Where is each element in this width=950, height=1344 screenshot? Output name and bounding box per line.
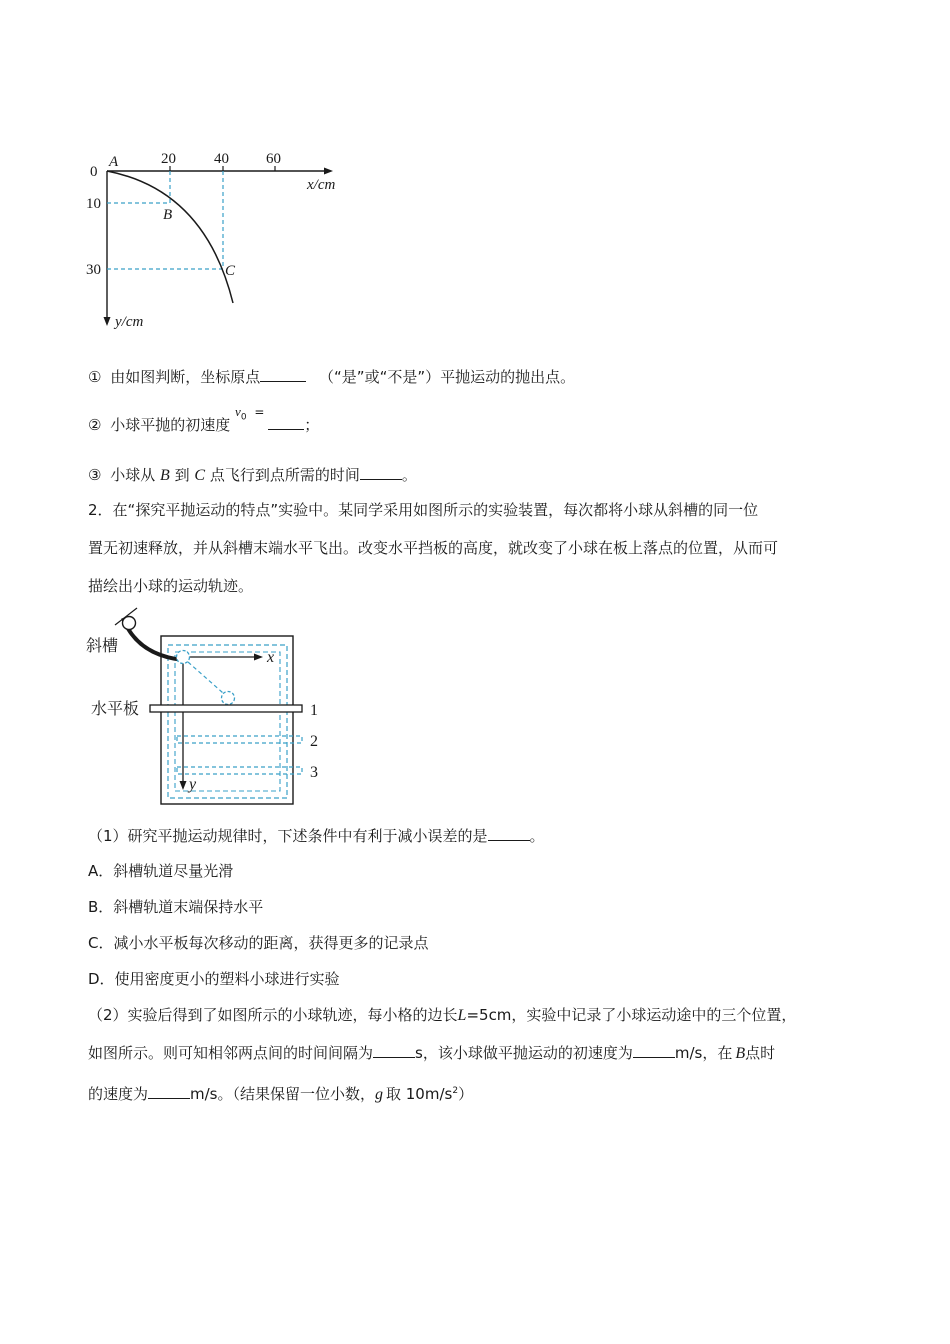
sub-question-2-line-3 [88, 1081, 473, 1105]
sub2-l3-g: g [375, 1086, 383, 1103]
q3-text-d: 。 [401, 466, 417, 484]
point-c-label: C [225, 263, 236, 279]
point-a-label: A [109, 154, 119, 170]
sub2-l3b: m/s。（结果保留一位小数， [190, 1085, 375, 1103]
q2-eq: = [254, 405, 265, 419]
sub2-l2d: 点时 [745, 1044, 776, 1062]
option-a: A．斜槽轨道尽量光滑 [88, 862, 234, 880]
sub2-l1b: =5cm，实验中记录了小球运动途中的三个位置， [466, 1006, 797, 1024]
x-axis-label: x/cm [307, 177, 336, 193]
q3-answer-blank[interactable] [360, 465, 402, 480]
sub2-l3d: ） [458, 1085, 474, 1103]
horizontal-board-2 [177, 736, 302, 743]
sub2-l3a: 的速度为 [88, 1085, 149, 1103]
q2-v: v [235, 404, 241, 419]
level-label-1: 1 [310, 702, 318, 719]
q2-answer-blank[interactable] [268, 415, 304, 430]
q3-text-c: 点飞行到点所需的时间 [209, 466, 360, 484]
y-tick-label-10: 10 [86, 196, 101, 212]
sub2-l3-sup: 2 [452, 1086, 459, 1096]
horizontal-board-3 [177, 767, 302, 774]
question-1 [88, 367, 575, 387]
sub1-end: 。 [529, 827, 545, 845]
y-arrow-apparatus [180, 781, 187, 790]
origin-label: 0 [90, 164, 98, 180]
sub2-l2a: 如图所示。则可知相邻两点间的时间间隔为 [88, 1044, 374, 1062]
x-tick-label-60: 60 [266, 151, 281, 167]
sub2-l2b: s，该小球做平抛运动的初速度为 [415, 1044, 633, 1062]
apparatus-diagram [85, 605, 335, 805]
x-tick-label-40: 40 [214, 151, 229, 167]
q2-v-sub: 0 [240, 412, 247, 423]
q3-point-b: B [160, 467, 170, 484]
sub-question-1 [88, 826, 545, 846]
x-arrow-apparatus [254, 654, 263, 661]
landing-ball [222, 692, 235, 705]
velocity-at-b-blank[interactable] [148, 1084, 190, 1099]
x-axis-arrow [324, 168, 333, 175]
q1-marker: ① [88, 368, 102, 386]
x-tick-label-20: 20 [161, 151, 176, 167]
q3-text-a: 小球从 [110, 466, 156, 484]
time-interval-blank[interactable] [373, 1043, 415, 1058]
q3-point-c: C [194, 467, 206, 484]
problem-2-line-1: 2．在“探究平抛运动的特点”实验中。某同学采用如图所示的实验装置，每次都将小球从斜槽的同一位 [88, 501, 759, 519]
trajectory-graph [85, 145, 355, 335]
option-d: D．使用密度更小的塑料小球进行实验 [88, 970, 340, 988]
option-b: B．斜槽轨道末端保持水平 [88, 898, 264, 916]
problem-2-line-3: 描绘出小球的运动轨迹。 [88, 577, 254, 595]
inner-dashed-frame-2 [175, 652, 280, 791]
inner-dashed-frame [168, 645, 287, 798]
q1-text-b: （“是”或“不是”）平抛运动的抛出点。 [319, 368, 576, 386]
q2-text-a: 小球平抛的初速度 [110, 416, 231, 434]
sub2-l2-B: B [735, 1045, 746, 1062]
chute-label: 斜槽 [86, 636, 119, 655]
sub-question-2-line-2 [88, 1043, 775, 1064]
sub1-text: （1）研究平抛运动规律时，下述条件中有利于减小误差的是 [88, 827, 488, 845]
sub-question-2-line-1 [88, 1005, 796, 1026]
problem-2-line-2: 置无初速释放，并从斜槽末端水平飞出。改变水平挡板的高度，就改变了小球在板上落点的位置，从而可 [88, 539, 779, 557]
q3-text-b: 到 [174, 466, 190, 484]
level-label-3: 3 [310, 764, 318, 781]
sub2-l1-L: L [457, 1007, 467, 1024]
sub2-l2c: m/s，在 [674, 1044, 733, 1062]
point-b-label: B [163, 207, 173, 223]
y-label-apparatus: y [189, 776, 197, 793]
question-3 [88, 465, 417, 486]
sub1-answer-blank[interactable] [488, 826, 530, 841]
trajectory-curve [107, 171, 233, 303]
q1-answer-blank[interactable] [260, 367, 306, 382]
sub2-l1a: （2）实验后得到了如图所示的小球轨迹，每小格的边长 [88, 1006, 458, 1024]
initial-velocity-blank[interactable] [633, 1043, 675, 1058]
option-c: C．减小水平板每次移动的距离，获得更多的记录点 [88, 934, 429, 952]
level-label-2: 2 [310, 733, 318, 750]
ball-path [188, 662, 223, 693]
y-axis-label: y/cm [115, 314, 144, 330]
launch-ball [177, 651, 190, 664]
horizontal-board-1 [150, 705, 302, 712]
y-axis-arrow [104, 317, 111, 326]
q2-velocity-symbol [235, 404, 268, 423]
question-2 [88, 404, 320, 441]
q3-marker: ③ [88, 466, 102, 484]
board-label: 水平板 [91, 699, 140, 718]
x-label-apparatus: x [267, 649, 275, 666]
sub2-l3c: 取 10m/s [386, 1085, 453, 1103]
q2-marker: ② [88, 416, 102, 434]
q2-text-b: ； [304, 416, 320, 434]
y-tick-label-30: 30 [86, 262, 101, 278]
q1-text-a: 由如图判断，坐标原点 [110, 368, 261, 386]
